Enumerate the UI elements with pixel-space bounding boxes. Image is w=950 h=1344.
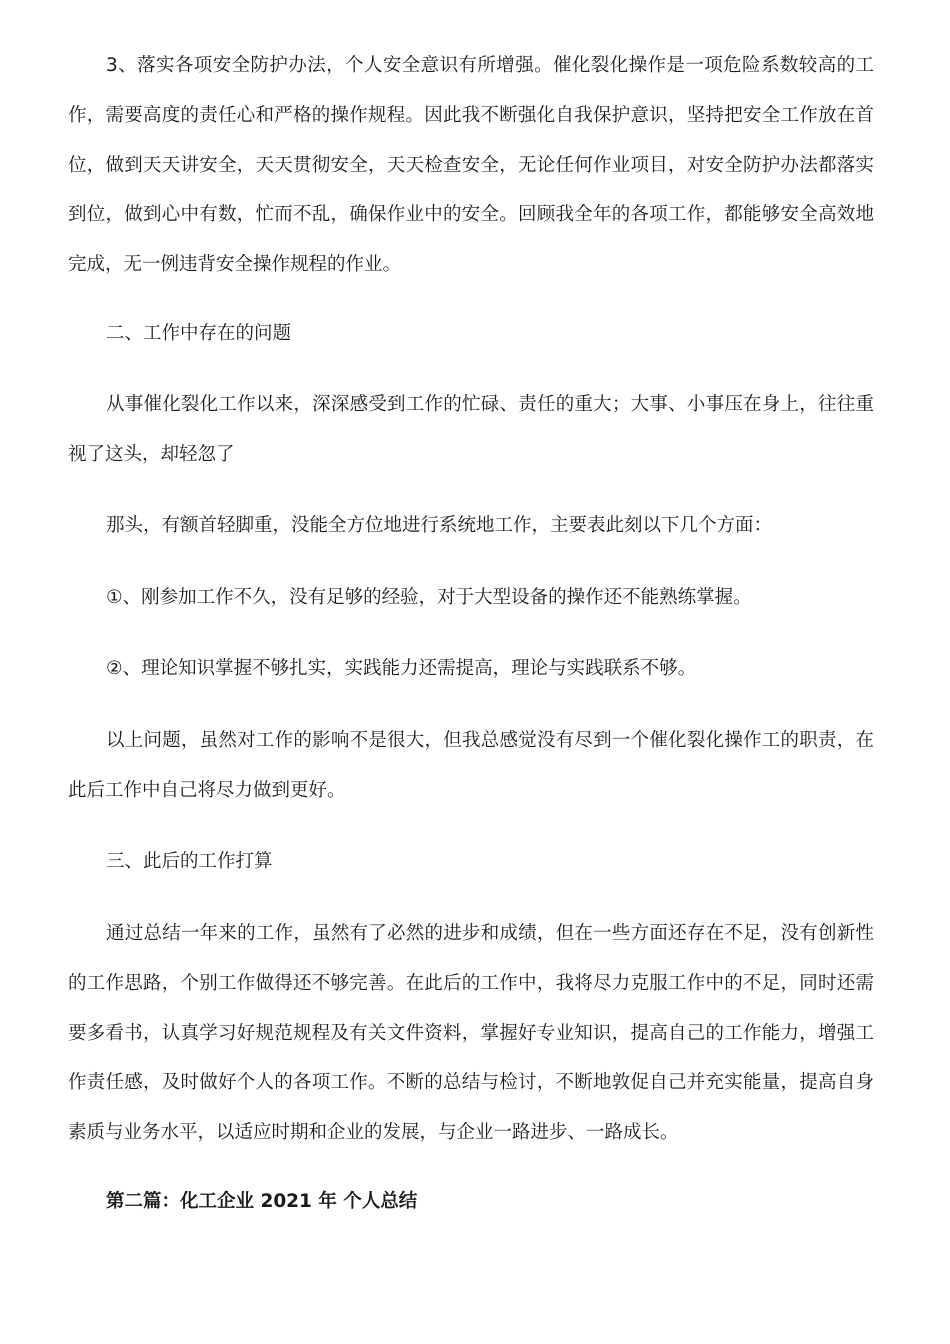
paragraph-problems-summary: 以上问题，虽然对工作的影响不是很大，但我总感觉没有尽到一个催化裂化操作工的职责，在此后工作中自己将尽力做到更好。 (68, 730, 874, 801)
paragraph-problems-aspects: 那头，有额首轻脚重，没能全方位地进行系统地工作，主要表此刻以下几个方面： (106, 515, 773, 536)
paragraph-problems-intro: 从事催化裂化工作以来，深深感受到工作的忙碌、责任的重大；大事、小事压在身上，往往重视了这头，却轻忽了 (68, 394, 874, 465)
chapter-title-part-two: 第二篇：化工企业 2021 年 个人总结 (106, 1191, 418, 1212)
list-item-problem-1: ①、刚参加工作不久，没有足够的经验，对于大型设备的操作还不能熟练掌握。 (106, 587, 752, 608)
section-heading-plans: 三、此后的工作打算 (106, 851, 273, 872)
section-heading-problems: 二、工作中存在的问题 (106, 323, 292, 344)
list-item-problem-2: ②、理论知识掌握不够扎实，实践能力还需提高，理论与实践联系不够。 (106, 658, 697, 679)
paragraph-safety-measures: 3、落实各项安全防护办法，个人安全意识有所增强。催化裂化操作是一项危险系数较高的工作，需要高度的责任心和严格的操作规程。因此我不断强化自我保护意识，坚持把安全工作放在首位，做到天天讲安全，天天贯彻安全，天天检查安全，无论任何作业项目，对安全防护办法都落实到位，做到心中有数，忙而不乱，确保作业中的安全。回顾我全年的各项工作，都能够安全高效地完成，无一例违背安全操作规程的作业。 (68, 55, 874, 276)
paragraph-future-plans: 通过总结一年来的工作，虽然有了必然的进步和成绩，但在一些方面还存在不足，没有创新性的工作思路，个别工作做得还不够完善。在此后的工作中，我将尽力克服工作中的不足，同时还需要多看书，认真学习好规范规程及有关文件资料，掌握好专业知识，提高自己的工作能力，增强工作责任感，及时做好个人的各项工作。不断的总结与检讨，不断地敦促自己并充实能量，提高自身素质与业务水平，以适应时期和企业的发展，与企业一路进步、一路成长。 (68, 923, 874, 1144)
